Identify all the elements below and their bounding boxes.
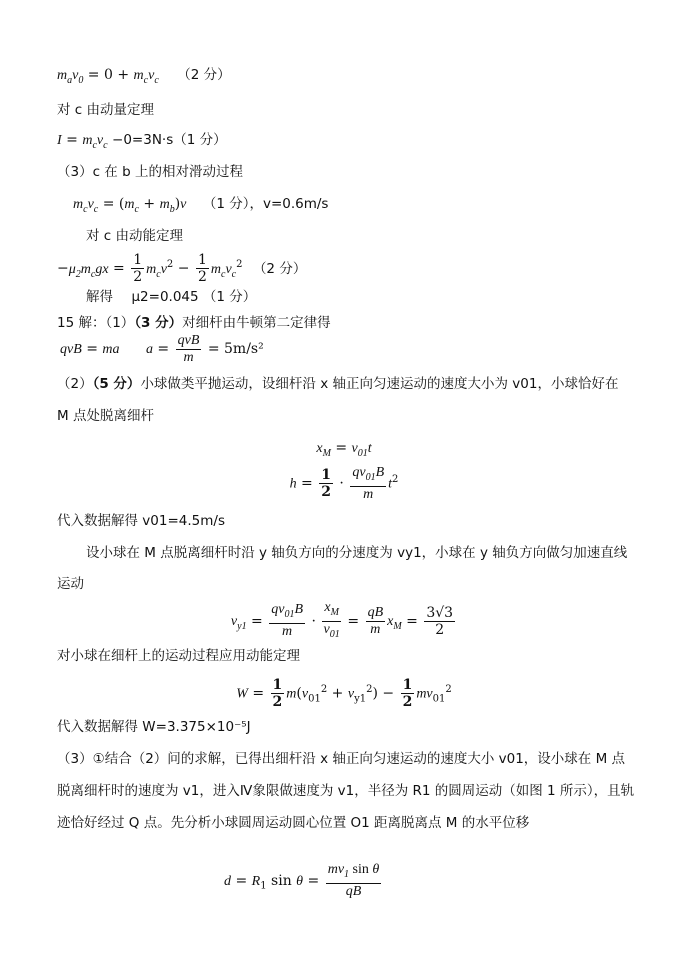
q15-text: 对细杆由牛顿第二定律得 [182,315,331,331]
eq-vy1: $v_{y1}$ = $\frac{qv_{01}B}{m}$ · $\frac{x_M}{v_{01}}$ = $\frac{qB}{m}$ $x_M$ = $\frac{3√3}{2}$ [230,600,454,640]
eq-momentum-conservation: $m_av_0 = 0 + m_cv_c$ （2 分） [57,67,231,86]
eq-common-velocity: $m_cv_c = (m_c + m_b)v$ （1 分），v=0.6m/s [73,196,329,215]
eq-newton: qvB = ma a = $\frac{\text{qvB}}{m}$ = 5m/s² [60,332,264,365]
part2-score: （5 分） [92,376,141,392]
text-l4: （3）c 在 b 上的相对滑动过程 [57,164,243,180]
eq-work: W = $\frac{1}{2}$ $m(v_{01}^2 + v_{y1}^2)$ − $\frac{1}{2}$ $mv_{01}^2$ [236,677,452,711]
q15-heading [57,314,331,332]
accel-result: = 5m/s² [207,341,264,357]
text-l17: 代入数据解得 W=3.375×10⁻⁵J [57,719,251,735]
score-l7: （2 分） [252,260,307,277]
text-l15: 运动 [57,576,84,592]
score-l1: （2 分） [177,67,231,83]
solve-label: 解得 [86,289,113,305]
q15-label: 15 解：（1） [57,315,135,331]
part2-text: 小球做类平抛运动，设细杆沿 x 轴正向匀速运动的速度大小为 v01，小球恰好在 [140,376,619,392]
part2-heading [57,375,618,393]
text-l12: M 点处脱离细杆 [57,408,154,424]
text-l6: 对 c 由动能定理 [86,228,184,244]
text-l2: 对 c 由动量定理 [57,102,155,118]
impulse-rest: −0=3N·s（1 分） [112,132,227,148]
eq-xm: $x_M = v_{01}t$ [316,440,372,459]
eq-kinetic-energy: $-\mu_2m_cgx$ = $\frac{1}{2}$ $m_cv^2$ − $\frac{1}{2}$ $m_cv_c^2$ （2 分） [57,252,307,286]
text-l16: 对小球在细杆上的运动过程应用动能定理 [57,648,300,664]
q15-score: （3 分） [134,315,183,331]
text-l13: 代入数据解得 v01=4.5m/s [57,513,225,529]
score-l5: （1 分），v=0.6m/s [202,196,329,212]
eq-displacement-d: $d = R_1$ sin θ = $\frac{mv_1 \sin \theta}{qB}$ [224,862,380,899]
eq-h: h = $\frac{1}{2}$ · $\frac{qv_{01}B}{m}$ $t^2$ [289,464,399,502]
mu2-value: μ2=0.045 （1 分） [131,289,257,305]
text-l18: （3）①结合（2）问的求解，已得出细杆沿 x 轴正向匀速运动的速度大小 v01，设小球在 M 点 [57,751,626,767]
text-l20: 迹恰好经过 Q 点。先分析小球圆周运动圆心位置 O1 距离脱离点 M 的水平位移 [57,815,530,831]
eq-impulse: $I = m_cv_c -0=3N\cdot s(1$ 分） [57,132,227,151]
result-mu2 [86,288,256,306]
part2-label: （2） [57,376,93,392]
text-l19: 脱离细杆时的速度为 v1，进入Ⅳ象限做速度为 v1，半径为 R1 的圆周运动（如图 1 所示），且轨 [57,783,635,799]
text-l14: 设小球在 M 点脱离细杆时沿 y 轴负方向的分速度为 vy1，小球在 y 轴负方向做匀加速直线 [86,545,628,561]
